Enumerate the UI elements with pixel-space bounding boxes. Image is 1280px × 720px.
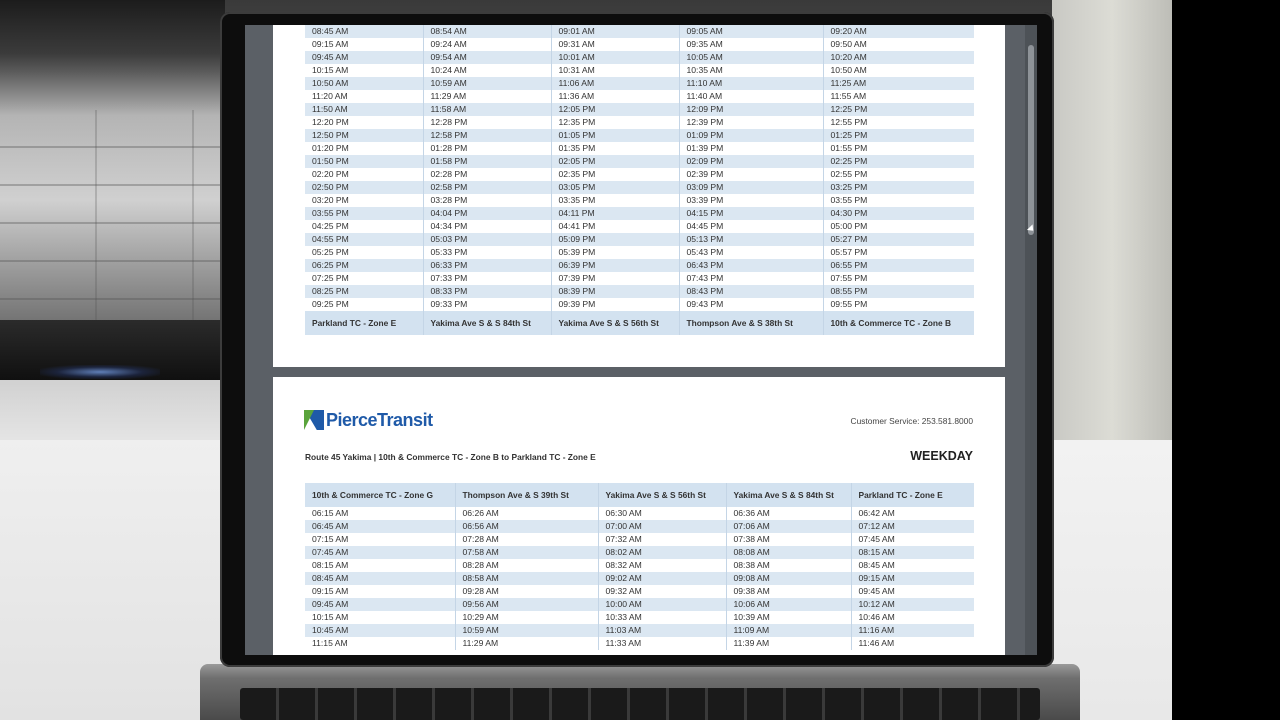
- table-row: [305, 155, 974, 168]
- time-cell: 12:05 PM: [551, 103, 679, 116]
- time-cell: 09:38 AM: [726, 585, 851, 598]
- table-row: [305, 77, 974, 90]
- table-row: [305, 64, 974, 77]
- time-cell: 09:54 AM: [423, 51, 551, 64]
- table-row: [305, 142, 974, 155]
- time-cell: 12:50 PM: [305, 129, 423, 142]
- time-cell: 06:39 PM: [551, 259, 679, 272]
- time-cell: 03:20 PM: [312, 195, 349, 205]
- time-cell: 11:15 AM: [312, 638, 348, 648]
- letterbox-bar: [1172, 0, 1280, 720]
- stop-label: Parkland TC - Zone E: [305, 311, 423, 335]
- time-cell: 03:39 PM: [679, 194, 823, 207]
- column-header: 10th & Commerce TC - Zone G: [305, 483, 455, 507]
- table-row: [305, 51, 974, 64]
- time-cell: 09:55 PM: [823, 298, 974, 311]
- time-cell: 01:05 PM: [551, 129, 679, 142]
- time-cell: 09:20 AM: [823, 25, 974, 38]
- customer-service-phone: Customer Service: 253.581.8000: [850, 416, 973, 426]
- time-cell: 09:05 AM: [679, 25, 823, 38]
- stop-label: 10th & Commerce TC - Zone B: [823, 311, 974, 335]
- time-cell: 11:46 AM: [851, 637, 974, 650]
- time-cell: 08:33 PM: [423, 285, 551, 298]
- time-cell: 03:55 PM: [305, 207, 423, 220]
- time-cell: 06:15 AM: [312, 508, 349, 518]
- time-cell: 04:04 PM: [423, 207, 551, 220]
- time-cell: 05:39 PM: [551, 246, 679, 259]
- time-cell: 07:38 AM: [726, 533, 851, 546]
- time-cell: 01:50 PM: [305, 155, 423, 168]
- table-header-row: [305, 483, 974, 507]
- time-cell: 11:09 AM: [726, 624, 851, 637]
- time-cell: 09:35 AM: [679, 38, 823, 51]
- time-cell: 04:34 PM: [423, 220, 551, 233]
- time-cell: 12:28 PM: [423, 116, 551, 129]
- time-cell: 06:30 AM: [598, 507, 726, 520]
- time-cell: 03:09 PM: [679, 181, 823, 194]
- column-header: Yakima Ave S & S 56th St: [598, 483, 726, 507]
- time-cell: 06:42 AM: [851, 507, 974, 520]
- stop-label: Yakima Ave S & S 84th St: [423, 311, 551, 335]
- time-cell: 06:55 PM: [823, 259, 974, 272]
- table-row: [305, 285, 974, 298]
- table-row: [305, 533, 974, 546]
- time-cell: 04:30 PM: [823, 207, 974, 220]
- table-row: [305, 637, 974, 650]
- time-cell: 09:56 AM: [455, 598, 598, 611]
- time-cell: 08:45 AM: [305, 25, 423, 38]
- time-cell: 01:25 PM: [823, 129, 974, 142]
- time-cell: 03:25 PM: [823, 181, 974, 194]
- time-cell: 06:36 AM: [726, 507, 851, 520]
- time-cell: 10:05 AM: [679, 51, 823, 64]
- table-row: [305, 598, 974, 611]
- time-cell: 05:25 PM: [312, 247, 349, 257]
- time-cell: 07:39 PM: [551, 272, 679, 285]
- table-row: [305, 546, 974, 559]
- pdf-page-2: [273, 377, 1005, 655]
- time-cell: 07:58 AM: [455, 546, 598, 559]
- time-cell: 09:25 PM: [312, 299, 349, 309]
- time-cell: 02:35 PM: [551, 168, 679, 181]
- time-cell: 12:55 PM: [823, 116, 974, 129]
- time-cell: 11:03 AM: [598, 624, 726, 637]
- time-cell: 12:09 PM: [679, 103, 823, 116]
- time-cell: 02:05 PM: [551, 155, 679, 168]
- time-cell: 09:33 PM: [423, 298, 551, 311]
- time-cell: 08:54 AM: [423, 25, 551, 38]
- time-cell: 07:15 AM: [312, 534, 349, 544]
- laptop-keyboard: [240, 688, 1040, 720]
- time-cell: 01:09 PM: [679, 129, 823, 142]
- time-cell: 11:25 AM: [823, 77, 974, 90]
- time-cell: 03:05 PM: [551, 181, 679, 194]
- vertical-scrollbar[interactable]: [1025, 25, 1037, 655]
- time-cell: 06:45 AM: [305, 520, 455, 533]
- column-header: Yakima Ave S & S 84th St: [726, 483, 851, 507]
- time-cell: 09:15 AM: [312, 39, 349, 49]
- table-row: [305, 116, 974, 129]
- time-cell: 12:58 PM: [423, 129, 551, 142]
- time-cell: 02:25 PM: [823, 155, 974, 168]
- time-cell: 10:00 AM: [598, 598, 726, 611]
- time-cell: 10:50 AM: [823, 64, 974, 77]
- time-cell: 12:35 PM: [551, 116, 679, 129]
- time-cell: 04:15 PM: [679, 207, 823, 220]
- table-row: [305, 572, 974, 585]
- time-cell: 04:55 PM: [305, 233, 423, 246]
- time-cell: 05:09 PM: [551, 233, 679, 246]
- time-cell: 08:38 AM: [726, 559, 851, 572]
- time-cell: 04:25 PM: [312, 221, 349, 231]
- time-cell: 07:06 AM: [726, 520, 851, 533]
- time-cell: 02:58 PM: [423, 181, 551, 194]
- schedule-table-continued: [305, 25, 974, 335]
- time-cell: 09:50 AM: [823, 38, 974, 51]
- time-cell: 02:55 PM: [823, 168, 974, 181]
- time-cell: 10:33 AM: [598, 611, 726, 624]
- table-row: [305, 246, 974, 259]
- table-row: [305, 259, 974, 272]
- time-cell: 10:31 AM: [551, 64, 679, 77]
- stop-label: Yakima Ave S & S 56th St: [551, 311, 679, 335]
- time-cell: 11:20 AM: [312, 91, 348, 101]
- time-cell: 07:45 AM: [851, 533, 974, 546]
- time-cell: 09:02 AM: [598, 572, 726, 585]
- time-cell: 10:59 AM: [423, 77, 551, 90]
- time-cell: 03:55 PM: [823, 194, 974, 207]
- time-cell: 01:35 PM: [551, 142, 679, 155]
- time-cell: 02:50 PM: [305, 181, 423, 194]
- pierce-transit-logo-icon: [304, 410, 324, 430]
- time-cell: 05:00 PM: [823, 220, 974, 233]
- time-cell: 09:28 AM: [455, 585, 598, 598]
- time-cell: 05:57 PM: [823, 246, 974, 259]
- time-cell: 11:40 AM: [679, 90, 823, 103]
- time-cell: 10:20 AM: [823, 51, 974, 64]
- time-cell: 09:32 AM: [598, 585, 726, 598]
- time-cell: 11:29 AM: [455, 637, 598, 650]
- table-row: [305, 207, 974, 220]
- time-cell: 07:43 PM: [679, 272, 823, 285]
- time-cell: 10:35 AM: [679, 64, 823, 77]
- time-cell: 01:39 PM: [679, 142, 823, 155]
- time-cell: 09:15 AM: [312, 586, 349, 596]
- time-cell: 11:06 AM: [551, 77, 679, 90]
- time-cell: 06:25 PM: [305, 259, 423, 272]
- table-row: [305, 90, 974, 103]
- time-cell: 09:15 AM: [851, 572, 974, 585]
- time-cell: 07:32 AM: [598, 533, 726, 546]
- time-cell: 01:20 PM: [312, 143, 349, 153]
- table-row: [305, 103, 974, 116]
- time-cell: 10:59 AM: [455, 624, 598, 637]
- time-cell: 09:39 PM: [551, 298, 679, 311]
- table-row: [305, 559, 974, 572]
- table-row: [305, 611, 974, 624]
- pdf-viewer[interactable]: [245, 25, 1037, 655]
- time-cell: 05:43 PM: [679, 246, 823, 259]
- time-cell: 08:39 PM: [551, 285, 679, 298]
- time-cell: 07:00 AM: [598, 520, 726, 533]
- time-cell: 09:43 PM: [679, 298, 823, 311]
- backsplash-tiles: [0, 110, 225, 320]
- pdf-page-1: [273, 25, 1005, 367]
- time-cell: 07:28 AM: [455, 533, 598, 546]
- time-cell: 11:36 AM: [551, 90, 679, 103]
- time-cell: 01:55 PM: [823, 142, 974, 155]
- time-cell: 10:29 AM: [455, 611, 598, 624]
- time-cell: 05:03 PM: [423, 233, 551, 246]
- time-cell: 08:45 AM: [305, 572, 455, 585]
- table-row: [305, 220, 974, 233]
- time-cell: 05:27 PM: [823, 233, 974, 246]
- time-cell: 08:43 PM: [679, 285, 823, 298]
- time-cell: 10:39 AM: [726, 611, 851, 624]
- table-row: [305, 194, 974, 207]
- time-cell: 12:39 PM: [679, 116, 823, 129]
- time-cell: 08:32 AM: [598, 559, 726, 572]
- time-cell: 10:12 AM: [851, 598, 974, 611]
- time-cell: 06:43 PM: [679, 259, 823, 272]
- time-cell: 08:28 AM: [455, 559, 598, 572]
- time-cell: 12:20 PM: [312, 117, 349, 127]
- time-cell: 09:24 AM: [423, 38, 551, 51]
- table-row: [305, 168, 974, 181]
- time-cell: 10:45 AM: [305, 624, 455, 637]
- time-cell: 08:55 PM: [823, 285, 974, 298]
- table-row: [305, 25, 974, 38]
- schedule-table: [305, 483, 974, 650]
- logo-text: PierceTransit: [326, 409, 433, 430]
- table-row: [305, 624, 974, 637]
- column-header: Parkland TC - Zone E: [851, 483, 974, 507]
- time-cell: 06:33 PM: [423, 259, 551, 272]
- time-cell: 08:15 AM: [851, 546, 974, 559]
- time-cell: 07:12 AM: [851, 520, 974, 533]
- table-row: [305, 233, 974, 246]
- pierce-transit-logo: [304, 410, 433, 430]
- time-cell: 10:15 AM: [312, 612, 349, 622]
- time-cell: 11:58 AM: [423, 103, 551, 116]
- table-row: [305, 181, 974, 194]
- route-title: Route 45 Yakima | 10th & Commerce TC - Zone B to Parkland TC - Zone E: [305, 452, 596, 462]
- countertop: [0, 440, 225, 720]
- table-row: [305, 298, 974, 311]
- day-type-heading: WEEKDAY: [910, 449, 973, 463]
- time-cell: 10:01 AM: [551, 51, 679, 64]
- time-cell: 01:58 PM: [423, 155, 551, 168]
- time-cell: 04:41 PM: [551, 220, 679, 233]
- time-cell: 10:50 AM: [305, 77, 423, 90]
- time-cell: 06:26 AM: [455, 507, 598, 520]
- time-cell: 10:06 AM: [726, 598, 851, 611]
- time-cell: 12:25 PM: [823, 103, 974, 116]
- time-cell: 09:45 AM: [851, 585, 974, 598]
- time-cell: 04:11 PM: [551, 207, 679, 220]
- time-cell: 05:33 PM: [423, 246, 551, 259]
- time-cell: 10:24 AM: [423, 64, 551, 77]
- time-cell: 10:15 AM: [312, 65, 349, 75]
- time-cell: 02:20 PM: [312, 169, 349, 179]
- time-cell: 04:45 PM: [679, 220, 823, 233]
- table-row: [305, 38, 974, 51]
- time-cell: 08:58 AM: [455, 572, 598, 585]
- time-cell: 09:31 AM: [551, 38, 679, 51]
- time-cell: 11:39 AM: [726, 637, 851, 650]
- time-cell: 09:45 AM: [305, 598, 455, 611]
- time-cell: 11:10 AM: [679, 77, 823, 90]
- time-cell: 08:02 AM: [598, 546, 726, 559]
- time-cell: 06:56 AM: [455, 520, 598, 533]
- time-cell: 02:09 PM: [679, 155, 823, 168]
- time-cell: 01:28 PM: [423, 142, 551, 155]
- time-cell: 09:01 AM: [551, 25, 679, 38]
- column-header: Thompson Ave & S 39th St: [455, 483, 598, 507]
- time-cell: 07:55 PM: [823, 272, 974, 285]
- time-cell: 11:33 AM: [598, 637, 726, 650]
- time-cell: 08:15 AM: [312, 560, 349, 570]
- time-cell: 11:55 AM: [823, 90, 974, 103]
- table-row: [305, 129, 974, 142]
- time-cell: 07:45 AM: [305, 546, 455, 559]
- time-cell: 08:25 PM: [305, 285, 423, 298]
- burner-flame: [40, 365, 160, 379]
- time-cell: 03:28 PM: [423, 194, 551, 207]
- time-cell: 09:45 AM: [305, 51, 423, 64]
- time-cell: 05:13 PM: [679, 233, 823, 246]
- time-cell: 11:29 AM: [423, 90, 551, 103]
- time-cell: 11:16 AM: [851, 624, 974, 637]
- time-cell: 07:33 PM: [423, 272, 551, 285]
- time-cell: 02:39 PM: [679, 168, 823, 181]
- table-row: [305, 507, 974, 520]
- time-cell: 07:25 PM: [312, 273, 349, 283]
- time-cell: 11:50 AM: [305, 103, 423, 116]
- time-cell: 08:45 AM: [851, 559, 974, 572]
- scrollbar-thumb[interactable]: [1028, 45, 1034, 235]
- table-row: [305, 520, 974, 533]
- time-cell: 02:28 PM: [423, 168, 551, 181]
- time-cell: 10:46 AM: [851, 611, 974, 624]
- table-row: [305, 585, 974, 598]
- time-cell: 03:35 PM: [551, 194, 679, 207]
- table-row: [305, 272, 974, 285]
- table-footer-row: [305, 311, 974, 335]
- time-cell: 08:08 AM: [726, 546, 851, 559]
- time-cell: 09:08 AM: [726, 572, 851, 585]
- stop-label: Thompson Ave & S 38th St: [679, 311, 823, 335]
